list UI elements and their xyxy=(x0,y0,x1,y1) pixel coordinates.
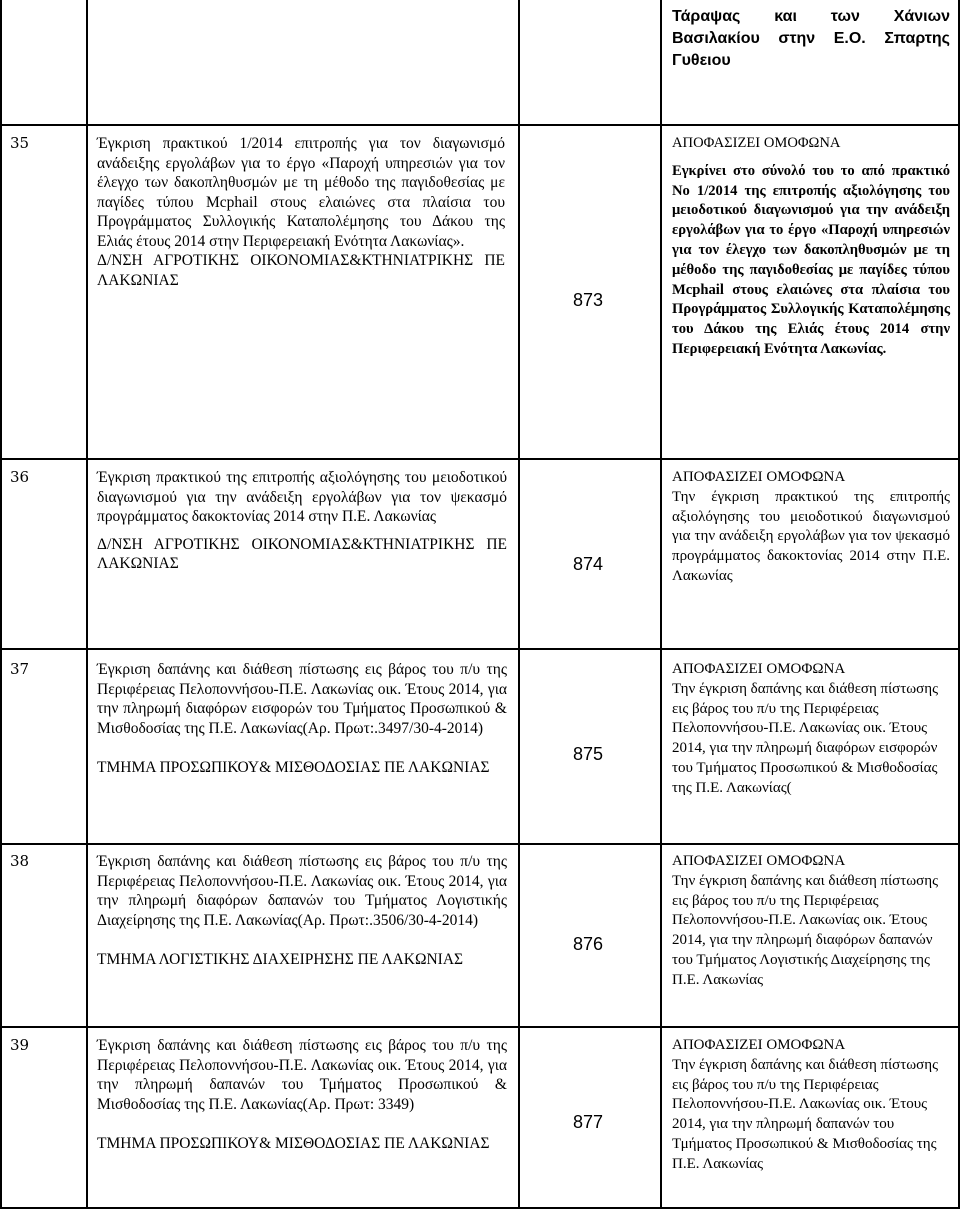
decision-cell xyxy=(672,852,950,991)
row-border-37 xyxy=(0,843,960,845)
decision-text: Την έγκριση δαπάνης και διάθεση πίστωσης εις βάρος του π/υ της Περιφέρειας Πελοποννήσου-Π.Ε. Λακωνίας οικ. Έτους 2014, για την πληρωμή διαφόρων δαπανών του Τμήματος Λογιστικής Διαχείρησης της Π.Ε. Λακωνίας xyxy=(672,872,939,988)
decision-number: 875 xyxy=(572,744,604,764)
row-description xyxy=(97,468,507,574)
decision-cell xyxy=(672,1036,950,1175)
decision-text: Την έγκριση δαπάνης και διάθεση πίστωσης εις βάρος του π/υ της Περιφέρειας Πελοποννήσου-Π.Ε. Λακωνίας οικ. Έτους 2014, για την πληρωμή δαπανών του Τμήματος Προσωπικού & Μισθοδοσίας της Π.Ε. Λακωνίας xyxy=(672,1056,939,1172)
decision-number: 877 xyxy=(572,1112,604,1132)
col-border-right xyxy=(958,0,960,1209)
row-number: 39 xyxy=(10,1036,30,1054)
description-text: Έγκριση πρακτικού 1/2014 επιτροπής για τον διαγωνισμό ανάδειξης εργολάβων για το έργο «Παροχή υπηρεσιών για τον έλεγχο των δακοπληθυσμών με τη μέθοδο της παγιδοθεσίας με παγίδες τύπου Mcphail στους ελαιώνες στα πλαίσια του Προγράμματος Συλλογικής Καταπολέμησης του Δάκου της Ελιάς έτους 2014 στην Περιφερειακή Ενότητα Λακωνίας». xyxy=(97,135,505,250)
col-border-desc xyxy=(518,0,520,1209)
row-border-bottom xyxy=(0,1207,960,1209)
decision-head: ΑΠΟΦΑΣΙΖΕΙ ΟΜΟΦΩΝΑ xyxy=(672,135,841,151)
decision-head: ΑΠΟΦΑΣΙΖΕΙ ΟΜΟΦΩΝΑ xyxy=(672,1037,846,1053)
decision-cell xyxy=(672,660,950,799)
department-label: Δ/ΝΣΗ ΑΓΡΟΤΙΚΗΣ ΟΙΚΟΝΟΜΙΑΣ&ΚΤΗΝΙΑΤΡΙΚΗΣ ΠΕ ΛΑΚΩΝΙΑΣ xyxy=(97,252,505,289)
decision-head: ΑΠΟΦΑΣΙΖΕΙ ΟΜΟΦΩΝΑ xyxy=(672,469,846,485)
col-border-left xyxy=(0,0,2,1209)
row-description xyxy=(97,852,507,970)
decision-cell xyxy=(672,134,950,360)
description-text: Έγκριση δαπάνης και διάθεση πίστωσης εις βάρος του π/υ της Περιφέρειας Πελοποννήσου-Π.Ε. Λακωνίας οικ. Έτους 2014, για την πληρωμή δαπανών του Τμήματος Προσωπικού & Μισθοδοσίας της Π.Ε. Λακωνίας(Αρ. Πρωτ: 3349) xyxy=(97,1037,507,1113)
description-text: Έγκριση δαπάνης και διάθεση πίστωσης εις βάρος του π/υ της Περιφέρειας Πελοποννήσου-Π.Ε. Λακωνίας οικ. Έτους 2014, για την πληρωμή διαφόρων δαπανών του Τμήματος Λογιστικής Διαχείρησης της Π.Ε. Λακωνίας(Αρ. Πρωτ:.3506/30-4-2014) xyxy=(97,853,507,929)
decision-text: Εγκρίνει στο σύνολό του το από πρακτικό Νο 1/2014 της επιτροπής αξιολόγησης του μειοδοτικού διαγωνισμού για την ανάδειξη εργολάβων για το έργο «Παροχή υπηρεσιών για τον έλεγχο των δακοπληθυσμών με τη μέθοδο της παγιδοθεσίας με παγίδες τύπου Mcphail στους ελαιώνες στα πλαίσια του Προγράμματος Συλλογικής Καταπολέμησης του Δάκου της Ελιάς έτους 2014 στην Περιφερειακή Ενότητα Λακωνίας. xyxy=(672,162,950,357)
row-number: 38 xyxy=(10,852,30,870)
row-border-38 xyxy=(0,1026,960,1028)
row-description xyxy=(97,134,505,290)
decision-number: 876 xyxy=(572,934,604,954)
decision-number: 873 xyxy=(572,290,604,310)
description-text: Έγκριση δαπάνης και διάθεση πίστωσης εις βάρος του π/υ της Περιφέρειας Πελοποννήσου-Π.Ε. Λακωνίας οικ. Έτους 2014, για την πληρωμή διαφόρων εισφορών του Τμήματος Προσωπικού & Μισθοδοσίας της Π.Ε. Λακωνίας(Αρ. Πρωτ:.3497/30-4-2014) xyxy=(97,661,507,737)
row-border-top-cell xyxy=(0,124,960,126)
row-number: 35 xyxy=(10,134,30,152)
description-text: Έγκριση πρακτικού της επιτροπής αξιολόγησης του μειοδοτικού διαγωνισμού για την ανάδειξη εργολάβων για τον ψεκασμό προγράμματος δακοκτονίας 2014 στην Π.Ε. Λακωνίας xyxy=(97,469,507,525)
row-description xyxy=(97,660,507,778)
row-description xyxy=(97,1036,507,1154)
top-cell-text: Τάραψας και των Χάνιων Βασιλακίου στην Ε.Ο. Σπαρτης Γυθειου xyxy=(672,8,950,69)
row-border-35 xyxy=(0,458,960,460)
department-label: ΤΜΗΜΑ ΠΡΟΣΩΠΙΚΟΥ& ΜΙΣΘΟΔΟΣΙΑΣ ΠΕ ΛΑΚΩΝΙΑΣ xyxy=(97,759,490,776)
decision-head: ΑΠΟΦΑΣΙΖΕΙ ΟΜΟΦΩΝΑ xyxy=(672,661,846,677)
decision-number: 874 xyxy=(572,554,604,574)
col-border-decno xyxy=(660,0,662,1209)
row-number: 37 xyxy=(10,660,30,678)
decision-head: ΑΠΟΦΑΣΙΖΕΙ ΟΜΟΦΩΝΑ xyxy=(672,853,846,869)
decision-text: Την έγκριση δαπάνης και διάθεση πίστωσης εις βάρος του π/υ της Περιφέρειας Πελοποννήσου-Π.Ε. Λακωνίας οικ. Έτους 2014, για την πληρωμή διαφόρων εισφορών του Τμήματος Προσωπικού & Μισθοδοσίας της Π.Ε. Λακωνίας( xyxy=(672,680,939,796)
row-number: 36 xyxy=(10,468,30,486)
department-label: Δ/ΝΣΗ ΑΓΡΟΤΙΚΗΣ ΟΙΚΟΝΟΜΙΑΣ&ΚΤΗΝΙΑΤΡΙΚΗΣ ΠΕ ΛΑΚΩΝΙΑΣ xyxy=(97,535,507,572)
department-label: ΤΜΗΜΑ ΠΡΟΣΩΠΙΚΟΥ& ΜΙΣΘΟΔΟΣΙΑΣ ΠΕ ΛΑΚΩΝΙΑΣ xyxy=(97,1135,490,1152)
decision-cell xyxy=(672,468,950,587)
row-border-36 xyxy=(0,648,960,650)
department-label: ΤΜΗΜΑ ΛΟΓΙΣΤΙΚΗΣ ΔΙΑΧΕΙΡΗΣΗΣ ΠΕ ΛΑΚΩΝΙΑΣ xyxy=(97,951,464,968)
decision-text: Την έγκριση πρακτικού της επιτροπής αξιολόγησης του μειοδοτικού διαγωνισμού για την ανάδειξη εργολάβων για τον ψεκασμό προγράμματος δακοκτονίας 2014 στην Π.Ε. Λακωνίας xyxy=(672,488,950,584)
col-border-num xyxy=(86,0,88,1209)
